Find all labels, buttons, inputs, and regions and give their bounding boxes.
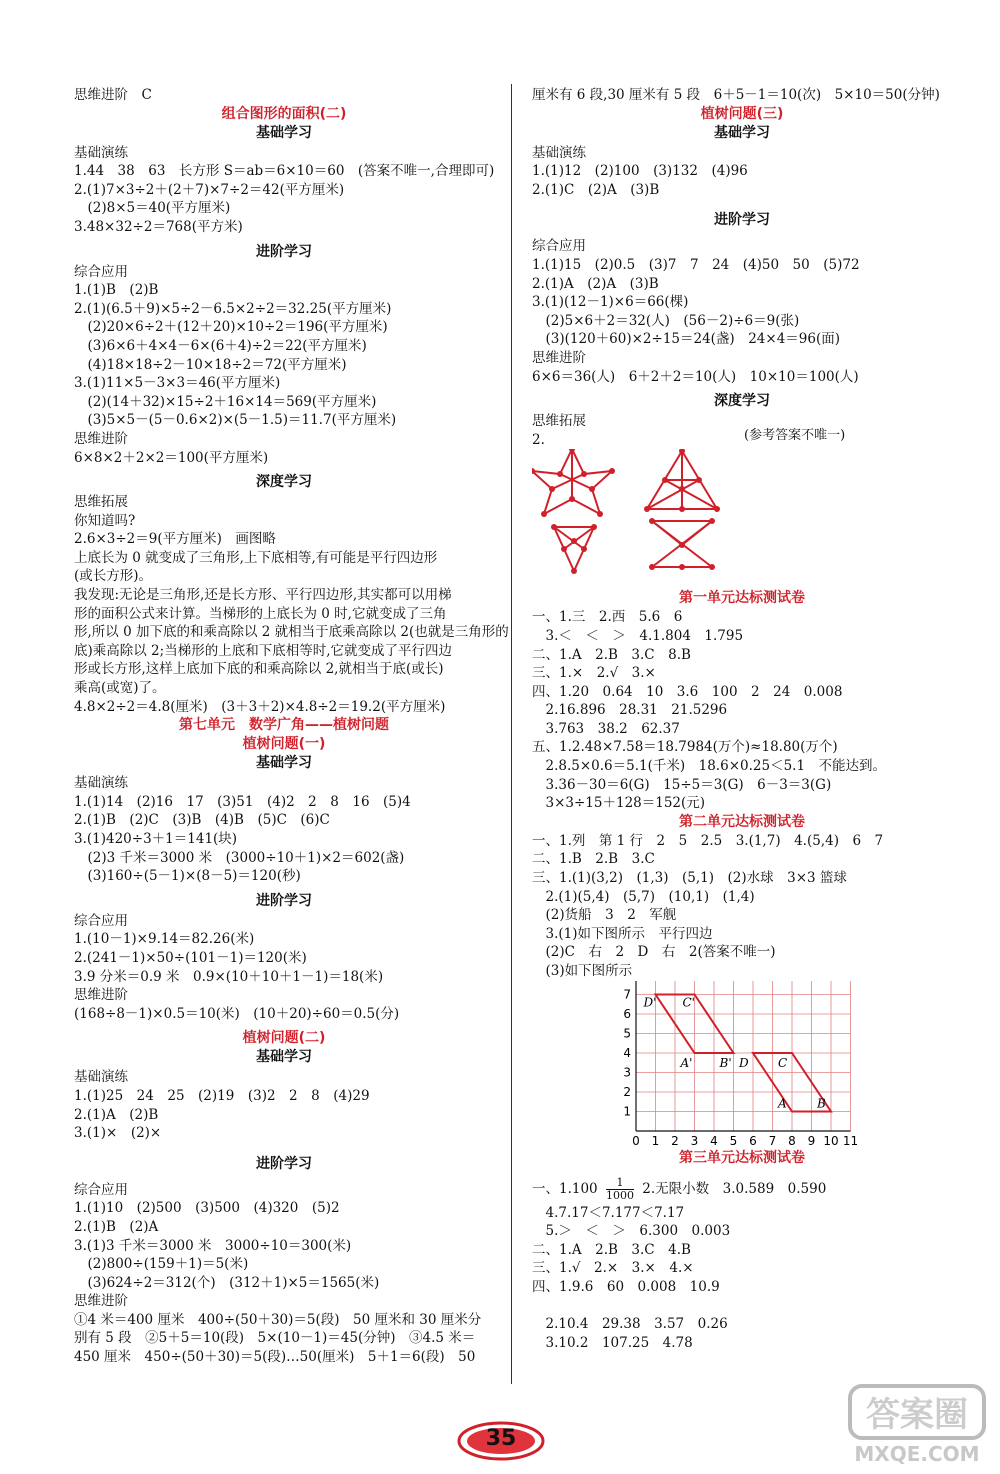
- answer-line: 1.(1)10 (2)500 (3)500 (4)320 (5)2: [74, 1200, 340, 1217]
- x-tick-label: 0: [632, 1133, 640, 1148]
- answer-line: 3.10.2 107.25 4.78: [532, 1334, 693, 1351]
- answer-line: 2.(1)B (2)A: [74, 1218, 159, 1235]
- answer-line: 基础演练: [74, 1069, 128, 1086]
- answer-block: [74, 263, 494, 468]
- answer-line: 3.(1)11×5－3×3＝46(平方厘米): [74, 375, 281, 392]
- answer-line: 1.(1)25 24 25 (2)19 (3)2 2 8 (4)29: [74, 1087, 370, 1104]
- fraction-denominator: 1000: [605, 1188, 634, 1202]
- answer-block: [74, 144, 494, 237]
- y-tick-label: 3: [623, 1065, 631, 1080]
- answer-line: 3.(1)× (2)×: [74, 1125, 162, 1142]
- text-line: 思维进阶 C: [74, 87, 152, 103]
- answer-line: (3)6×6＋4×4－6×(6＋4)÷2＝22(平方厘米): [74, 337, 367, 354]
- answer-line: ①4 米＝400 厘米 400÷(50＋30)＝5(段) 50 厘米和 30 厘米分: [74, 1311, 482, 1328]
- answer-line: 2.(1)7×3÷2＋(2＋7)×7÷2＝42(平方厘米): [74, 181, 345, 198]
- answer-line: 思维进阶: [74, 1293, 128, 1310]
- subsection-heading: 进阶学习: [256, 1155, 312, 1172]
- point-label: D': [643, 995, 657, 1010]
- x-tick-label: 4: [710, 1133, 718, 1148]
- answer-line: (2)3 千米＝3000 米 (3000÷10＋1)×2＝602(盏): [74, 849, 405, 866]
- subsection-heading: 深度学习: [256, 474, 312, 491]
- answer-line: (或长方形)。: [74, 568, 153, 585]
- answer-line: 我发现:无论是三角形,还是长方形、平行四边形,其实都可以用梯: [74, 587, 452, 604]
- answer-line: (4)18×18÷2－10×18÷2＝72(平方厘米): [74, 356, 347, 373]
- subsection-heading: 进阶学习: [256, 243, 312, 260]
- point-label: C': [682, 995, 695, 1010]
- answer-line: 四、1.20 0.64 10 3.6 100 2 24 0.008: [532, 683, 843, 700]
- y-tick-label: [623, 981, 631, 982]
- fraction: [606, 1177, 634, 1202]
- point-label: D: [739, 1055, 749, 1070]
- answer-line: 基础演练: [74, 144, 128, 161]
- answer-line: 二、1.B 2.B 3.C: [532, 851, 655, 868]
- answer-line: 思维拓展: [532, 413, 586, 430]
- y-tick-label: 4: [623, 1045, 631, 1060]
- fraction-numerator: 1: [606, 1177, 634, 1190]
- answer-line: 四、1.9.6 60 0.008 10.9: [532, 1278, 720, 1295]
- subsection-heading: 基础学习: [256, 1049, 312, 1066]
- answer-line: 2.(241－1)×50÷(101－1)＝120(米): [74, 949, 307, 966]
- answer-line: (3)160÷(5－1)×(8－5)＝120(秒): [74, 868, 301, 885]
- x-tick-label: 2: [671, 1133, 679, 1148]
- answer-line: (2)800÷(159＋1)＝5(米): [74, 1256, 249, 1273]
- answer-block: [532, 237, 952, 386]
- subsection-heading: 进阶学习: [714, 212, 770, 229]
- answer-block: [532, 412, 952, 449]
- subsection-heading: 基础学习: [256, 124, 312, 141]
- point-label: A': [680, 1055, 693, 1070]
- section-title: 组合图形的面积(二): [221, 105, 347, 122]
- answer-line: 3.＜ ＜ ＞ 4.1.804 1.795: [532, 627, 744, 644]
- point-label: C: [778, 1055, 788, 1070]
- answer-line: 乘高(或宽)了。: [74, 680, 166, 697]
- answer-line: 2.(1)B (2)C (3)B (4)B (5)C (6)C: [74, 812, 330, 829]
- x-tick-label: 11: [842, 1133, 859, 1148]
- answer-line: (2)货船 3 2 军舰: [532, 907, 677, 924]
- section-title: 植树问题(三): [700, 105, 784, 122]
- answer-line: 3.763 38.2 62.37: [532, 720, 680, 737]
- answer-line: (3)624÷2＝312(个) (312＋1)×5＝1565(米): [74, 1274, 380, 1291]
- answer-line: 基础演练: [74, 775, 128, 792]
- answer-line: 2.6×3÷2＝9(平方厘米) 画图略: [74, 531, 276, 548]
- subsection-heading: 深度学习: [714, 393, 770, 410]
- point-label: A: [778, 1096, 787, 1111]
- answer-line: 2.10.4 29.38 3.57 0.26: [532, 1316, 728, 1333]
- answer-line: 综合应用: [74, 1181, 128, 1198]
- answer-line: 二、1.A 2.B 3.C 8.B: [532, 646, 691, 663]
- answer-line: (2)(14＋32)×15÷2＋16×14＝569(平方厘米): [74, 393, 377, 410]
- answer-line: 思维进阶: [74, 987, 128, 1004]
- watermark-logo: [842, 1380, 992, 1470]
- point-label: B: [817, 1096, 826, 1111]
- y-tick-label: 6: [623, 1006, 631, 1021]
- page-number-badge: [456, 1420, 546, 1462]
- reference-note: (参考答案不唯一): [744, 428, 846, 444]
- answer-line: 别有 5 段 ②5＋5＝10(段) 5×(10－1)＝45(分钟) ③4.5 米＝: [74, 1330, 476, 1347]
- answer-line: 1.44 38 63 长方形 S＝ab＝6×10＝60 (答案不唯一,合理即可): [74, 163, 495, 180]
- answer-block: [74, 912, 494, 1024]
- star-figures: [532, 428, 952, 589]
- answer-line: 三、1.(1)(3,2) (1,3) (5,1) (2)水球 3×3 篮球: [532, 870, 847, 887]
- answer-line: 3.36－30＝6(G) 15÷5＝3(G) 6－3＝3(G): [532, 776, 832, 793]
- answer-line: 形或长方形,这样上底加下底的和乘高除以 2,就相当于底(或长): [74, 661, 444, 678]
- answer-line: (2)5×6＋2＝32(人) (56－2)÷6＝9(张): [532, 312, 800, 329]
- grid-plot: [616, 981, 916, 1149]
- answer-line: (2)20×6÷2＋(12＋20)×10÷2＝196(平方厘米): [74, 319, 388, 336]
- answer-line: 一、1.列 第 1 行 2 5 2.5 3.(1,7) 4.(5,4) 6 7: [532, 832, 884, 849]
- x-tick-label: 9: [807, 1133, 816, 1148]
- answer-line: 2.(1)(5,4) (5,7) (10,1) (1,4): [532, 888, 755, 905]
- answer-block: [532, 608, 952, 813]
- y-tick-label: 7: [623, 987, 631, 1002]
- answer-line: 2.(1)C (2)A (3)B: [532, 181, 660, 198]
- answer-line: 思维进阶: [74, 430, 128, 447]
- point-label: B': [719, 1055, 732, 1070]
- answer-block: [532, 144, 952, 200]
- answer-line: 形,所以 0 加下底的和乘高除以 2 就相当于底乘高除以 2(也就是三角形的: [74, 624, 509, 641]
- answer-line: 三、1.√ 2.× 3.× 4.×: [532, 1260, 694, 1277]
- section-title: 第一单元达标测试卷: [679, 590, 805, 607]
- answer-line: 三、1.× 2.√ 3.×: [532, 665, 656, 682]
- answer-line: 综合应用: [74, 263, 128, 280]
- answer-line: (3)5×5－(5－0.6×2)×(5－1.5)＝11.7(平方厘米): [74, 412, 397, 429]
- subsection-heading: 基础学习: [256, 755, 312, 772]
- answer-line: (3)如下图所示: [532, 963, 633, 979]
- answer-block: [74, 1068, 494, 1142]
- answer-line: 上底长为 0 就变成了三角形,上下底相等,有可能是平行四边形: [74, 549, 438, 566]
- answer-line: (2)8×5＝40(平方厘米): [74, 200, 231, 217]
- x-tick-label: 6: [749, 1133, 757, 1148]
- text-line: 厘米有 6 段,30 厘米有 5 段 6＋5－1＝10(次) 5×10＝50(分钟): [532, 87, 940, 103]
- answer-line: 3.(1)420÷3＋1＝141(块): [74, 831, 238, 847]
- answer-line: 2.(1)(6.5＋9)×5÷2－6.5×2÷2＝32.25(平方厘米): [74, 300, 392, 317]
- answer-line: 综合应用: [532, 238, 586, 255]
- x-tick-label: 10: [823, 1133, 839, 1148]
- x-tick-label: 3: [690, 1133, 699, 1148]
- svg-text:答案圈: 答案圈: [866, 1395, 968, 1435]
- star-tree-diagram: [532, 449, 832, 589]
- answer-block: [74, 1181, 494, 1367]
- answer-text: 一、1.100: [532, 1180, 598, 1197]
- section-title: 第二单元达标测试卷: [679, 813, 805, 830]
- watermark-text: MXQE.COM: [854, 1442, 980, 1466]
- answer-line: 1.(1)15 (2)0.5 (3)7 7 24 (4)50 50 (5)72: [532, 256, 860, 273]
- text-line: [532, 1174, 952, 1204]
- section-title: 植树问题(二): [242, 1030, 326, 1047]
- answer-line: 3.9 分米＝0.9 米 0.9×(10＋10＋1－1)＝18(米): [74, 968, 384, 985]
- x-tick-label: 1: [651, 1133, 660, 1148]
- answer-line: 6×8×2＋2×2＝100(平方厘米): [74, 449, 269, 466]
- answer-line: 思维进阶: [532, 349, 586, 366]
- y-tick-label: 5: [623, 1026, 631, 1041]
- answer-line: 1.(1)14 (2)16 17 (3)51 (4)2 2 8 16 (5)4: [74, 793, 411, 810]
- answer-line: 思维拓展: [74, 494, 128, 511]
- column-divider: [511, 84, 512, 1384]
- answer-line: 1.(10－1)×9.14＝82.26(米): [74, 931, 255, 948]
- answer-line: 2.8.5×0.6＝5.1(千米) 18.6×0.25＜5.1 不能达到。: [532, 758, 887, 775]
- left-column: [74, 86, 509, 1367]
- unit-title: 第七单元 数学广角——植树问题: [179, 717, 389, 734]
- section-title: 第三单元达标测试卷: [679, 1149, 805, 1166]
- answer-line: 5.＞ ＜ ＞ 6.300 0.003: [532, 1223, 731, 1240]
- answer-block: [74, 493, 509, 716]
- answer-line: (168÷8－1)×0.5＝10(米) (10＋20)÷60＝0.5(分): [74, 1005, 400, 1022]
- answer-line: 3.48×32÷2＝768(平方米): [74, 218, 243, 235]
- answer-text: 2.无限小数 3.0.589 0.590: [642, 1180, 827, 1197]
- answer-block: [532, 832, 952, 981]
- answer-line: 2.16.896 28.31 21.5296: [532, 702, 728, 719]
- section-title: 植树问题(一): [242, 736, 326, 753]
- answer-block: [74, 774, 494, 886]
- subsection-heading: 进阶学习: [256, 892, 312, 909]
- answer-line: 6×6＝36(人) 6＋2＋2＝10(人) 10×10＝100(人): [532, 368, 859, 385]
- answer-line: 3×3÷15＋128＝152(元): [532, 795, 706, 812]
- answer-line: 2.: [532, 431, 545, 448]
- x-tick-label: 5: [729, 1133, 738, 1148]
- x-tick-label: 8: [788, 1133, 796, 1148]
- answer-line: 底)乘高除以 2;当梯形的上底和下底相等时,它就变成了平行四边: [74, 642, 452, 659]
- y-tick-label: 2: [623, 1084, 631, 1099]
- answer-line: 4.7.17＜7.177＜7.17: [532, 1204, 685, 1221]
- answer-line: 3.(1)(12－1)×6＝66(棵): [532, 294, 689, 311]
- coordinate-grid: [532, 981, 952, 1149]
- y-tick-label: 1: [623, 1104, 631, 1119]
- answer-line: 3.(1)3 千米＝3000 米 3000÷10＝300(米): [74, 1237, 352, 1254]
- answer-line: 1.(1)B (2)B: [74, 282, 159, 299]
- answer-line: [532, 1297, 952, 1316]
- answer-line: 五、1.2.48×7.58＝18.7984(万个)≈18.80(万个): [532, 739, 838, 756]
- answer-line: 你知道吗?: [74, 512, 136, 529]
- answer-line: 基础演练: [532, 144, 586, 161]
- answer-line: 形的面积公式来计算。当梯形的上底长为 0 时,它就变成了三角: [74, 605, 447, 622]
- answer-line: 2.(1)A (2)B: [74, 1106, 159, 1123]
- x-tick-label: 7: [768, 1133, 777, 1148]
- answer-line: 450 厘米 450÷(50＋30)＝5(段)…50(厘米) 5＋1＝6(段) 50: [74, 1349, 476, 1366]
- answer-line: (3)(120＋60)×2÷15＝24(盏) 24×4＝96(面): [532, 331, 840, 348]
- answer-line: 3.(1)如下图所示 平行四边: [532, 925, 713, 942]
- subsection-heading: 基础学习: [714, 124, 770, 141]
- answer-line: 4.8×2÷2＝4.8(厘米) (3＋3＋2)×4.8÷2＝19.2(平方厘米): [74, 698, 446, 715]
- answer-line: (2)C 右 2 D 右 2(答案不唯一): [532, 944, 776, 961]
- answer-line: 综合应用: [74, 912, 128, 929]
- answer-line: 2.(1)A (2)A (3)B: [532, 275, 659, 292]
- answer-line: 二、1.A 2.B 3.C 4.B: [532, 1241, 691, 1258]
- answer-block: [532, 1204, 952, 1353]
- page-number: 35: [485, 1426, 517, 1451]
- answer-line: 一、1.三 2.西 5.6 6: [532, 609, 683, 626]
- answer-line: 1.(1)12 (2)100 (3)132 (4)96: [532, 163, 748, 180]
- right-column: [532, 86, 952, 1352]
